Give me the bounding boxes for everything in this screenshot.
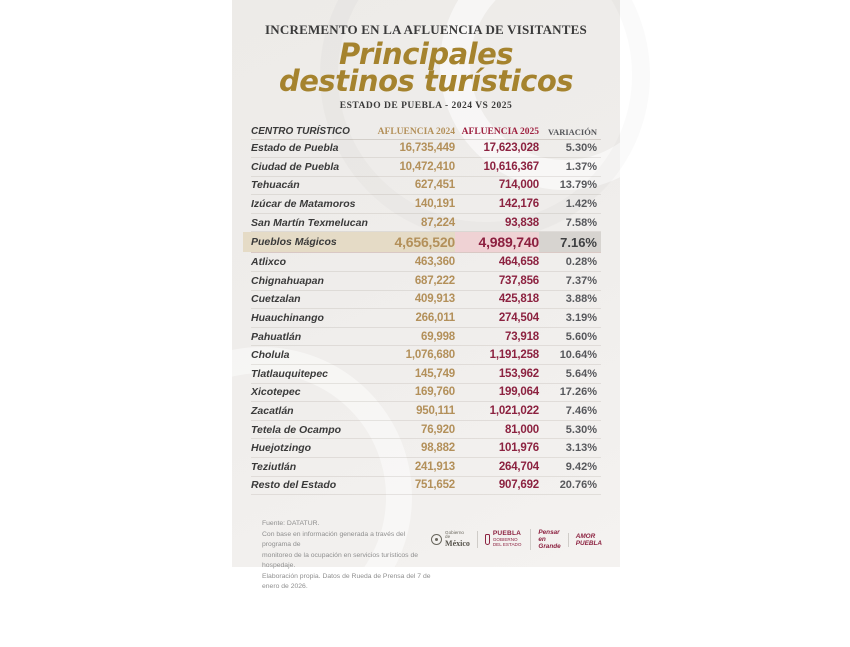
afluencia-2025-value: 10,616,367 <box>483 160 539 173</box>
table-row <box>251 158 601 177</box>
afluencia-2024-value: 76,920 <box>421 423 455 436</box>
table-row <box>251 477 601 496</box>
destination-name: Huauchinango <box>251 312 324 325</box>
afluencia-2025-value: 101,976 <box>498 442 539 455</box>
afluencia-2025-value: 1,191,258 <box>489 349 539 362</box>
table-row <box>251 140 601 159</box>
destination-name: Ciudad de Puebla <box>251 160 340 173</box>
afluencia-2025-value: 142,176 <box>498 198 539 211</box>
afluencia-2024-value: 266,011 <box>415 312 455 325</box>
page-title <box>232 37 620 99</box>
afluencia-2024-value: 16,735,449 <box>399 142 455 155</box>
afluencia-2025-value: 17,623,028 <box>483 142 539 155</box>
puebla-sublabel: GOBIERNO DEL ESTADO <box>492 537 522 548</box>
puebla-label: PUEBLA <box>492 530 522 538</box>
afluencia-2025-value: 464,658 <box>498 256 539 269</box>
source-line: Con base en información generada a través del programa de <box>262 530 406 549</box>
table-row <box>251 195 601 214</box>
destination-name: Estado de Puebla <box>251 142 339 155</box>
afluencia-2024-value: 4,656,520 <box>369 232 455 252</box>
destination-name: Tlatlauquitepec <box>251 367 329 380</box>
afluencia-2024-value: 241,913 <box>414 460 455 473</box>
table-row <box>251 272 601 291</box>
table-row <box>251 365 601 384</box>
destination-name: Resto del Estado <box>251 479 337 492</box>
source-line: monitoreo de la ocupación en servicios turísticos de hospedaje. <box>262 551 419 570</box>
afluencia-2025-value: 81,000 <box>505 423 539 436</box>
variacion-value: 13.79% <box>559 179 597 192</box>
destination-name: Tehuacán <box>251 179 300 192</box>
destination-name: Chignahuapan <box>251 274 324 287</box>
destination-name: Izúcar de Matamoros <box>251 198 356 211</box>
table-row <box>251 346 601 365</box>
page-title-line2: destinos turísticos <box>278 64 574 99</box>
table-row <box>251 458 601 477</box>
table-row <box>251 309 601 328</box>
afluencia-2024-value: 627,451 <box>414 179 455 192</box>
table-row <box>251 253 601 272</box>
variacion-value: 3.19% <box>565 312 597 325</box>
afluencia-2025-value: 93,838 <box>505 216 539 229</box>
afluencia-2024-value: 751,652 <box>414 479 455 492</box>
afluencia-2024-value: 10,472,410 <box>399 160 455 173</box>
afluencia-2025-value: 425,818 <box>498 293 539 306</box>
destination-name: Teziutlán <box>251 460 297 473</box>
afluencia-2025-value: 907,692 <box>498 479 539 492</box>
destination-name: Cuetzalan <box>251 293 301 306</box>
afluencia-2024-value: 687,222 <box>414 274 455 287</box>
column-header-afluencia-2025: AFLUENCIA 2025 <box>461 126 539 137</box>
variacion-value: 7.37% <box>565 274 597 287</box>
afluencia-2025-value: 4,989,740 <box>455 232 539 252</box>
variacion-value: 1.42% <box>565 198 597 211</box>
afluencia-2025-value: 274,504 <box>498 312 539 325</box>
variacion-value: 17.26% <box>559 386 597 399</box>
table-row <box>251 439 601 458</box>
source-line: Elaboración propia. Datos de Rueda de Prensa del 7 de enero de 2026. <box>262 572 431 591</box>
afluencia-2024-value: 145,749 <box>414 367 455 380</box>
table-row <box>251 421 601 440</box>
destination-name: Pueblos Mágicos <box>243 232 369 252</box>
variacion-value: 3.13% <box>565 442 597 455</box>
variacion-value: 7.46% <box>565 405 597 418</box>
destination-name: Zacatlán <box>251 405 294 418</box>
infographic-panel <box>232 0 620 591</box>
destination-name: Atlixco <box>251 256 287 269</box>
pensar-label: Pensar <box>538 529 560 536</box>
afluencia-2025-value: 1,021,022 <box>489 405 539 418</box>
afluencia-2025-value: 264,704 <box>498 460 539 473</box>
variacion-value: 5.64% <box>565 367 597 380</box>
afluencia-2024-value: 950,111 <box>416 405 455 418</box>
variacion-value: 0.28% <box>565 256 597 269</box>
afluencia-2025-value: 199,064 <box>498 386 539 399</box>
page-subtitle: ESTADO DE PUEBLA - 2024 VS 2025 <box>339 100 513 111</box>
table-row <box>251 384 601 403</box>
column-header-afluencia-2024: AFLUENCIA 2024 <box>377 126 455 137</box>
afluencia-2024-value: 140,191 <box>414 198 455 211</box>
table-body <box>251 140 601 496</box>
visitors-table <box>251 124 601 496</box>
gobierno-de-mexico-label-top: Gobierno de <box>445 529 464 540</box>
table-row <box>251 328 601 347</box>
afluencia-2025-value: 153,962 <box>498 367 539 380</box>
variacion-value: 20.76% <box>559 479 597 492</box>
table-row <box>251 402 601 421</box>
destination-name: Tetela de Ocampo <box>251 423 342 436</box>
variacion-value: 7.58% <box>565 216 597 229</box>
destination-name: San Martín Texmelucan <box>251 216 368 229</box>
table-row <box>251 214 601 233</box>
destination-name: Cholula <box>251 349 290 362</box>
table-row <box>251 232 601 253</box>
variacion-value: 1.37% <box>565 160 597 173</box>
en-grande-label: en Grande <box>538 536 561 551</box>
afluencia-2024-value: 69,998 <box>421 330 455 343</box>
amor-puebla-label: PUEBLA <box>575 539 602 547</box>
table-header-row <box>251 124 601 140</box>
variacion-value: 7.16% <box>539 232 601 252</box>
afluencia-2024-value: 463,360 <box>414 256 455 269</box>
variacion-value: 5.30% <box>565 423 597 436</box>
table-row <box>251 177 601 196</box>
source-line: Fuente: DATATUR. <box>262 520 320 527</box>
afluencia-2024-value: 409,913 <box>414 293 455 306</box>
column-header-variacion: VARIACIÓN <box>548 126 597 137</box>
variacion-value: 9.42% <box>565 460 597 473</box>
destination-name: Pahuatlán <box>251 330 302 343</box>
page-title-line1: Principales <box>338 37 514 71</box>
table-row <box>251 291 601 310</box>
amor-label: AMOR <box>575 532 596 540</box>
afluencia-2025-value: 737,856 <box>498 274 539 287</box>
afluencia-2025-value: 73,918 <box>505 330 539 343</box>
variacion-value: 5.30% <box>565 142 597 155</box>
afluencia-2024-value: 1,076,680 <box>405 349 455 362</box>
gobierno-de-mexico-label: México <box>445 539 470 549</box>
afluencia-2024-value: 169,760 <box>414 386 455 399</box>
variacion-value: 10.64% <box>559 349 597 362</box>
variacion-value: 5.60% <box>565 330 597 343</box>
variacion-value: 3.88% <box>565 293 597 306</box>
kicker-heading: INCREMENTO EN LA AFLUENCIA DE VISITANTES <box>265 22 587 37</box>
destination-name: Huejotzingo <box>251 442 312 455</box>
column-header-centro-turistico: CENTRO TURÍSTICO <box>251 125 350 137</box>
afluencia-2025-value: 714,000 <box>498 179 539 192</box>
destination-name: Xicotepec <box>251 386 301 399</box>
afluencia-2024-value: 98,882 <box>421 442 455 455</box>
afluencia-2024-value: 87,224 <box>421 216 455 229</box>
